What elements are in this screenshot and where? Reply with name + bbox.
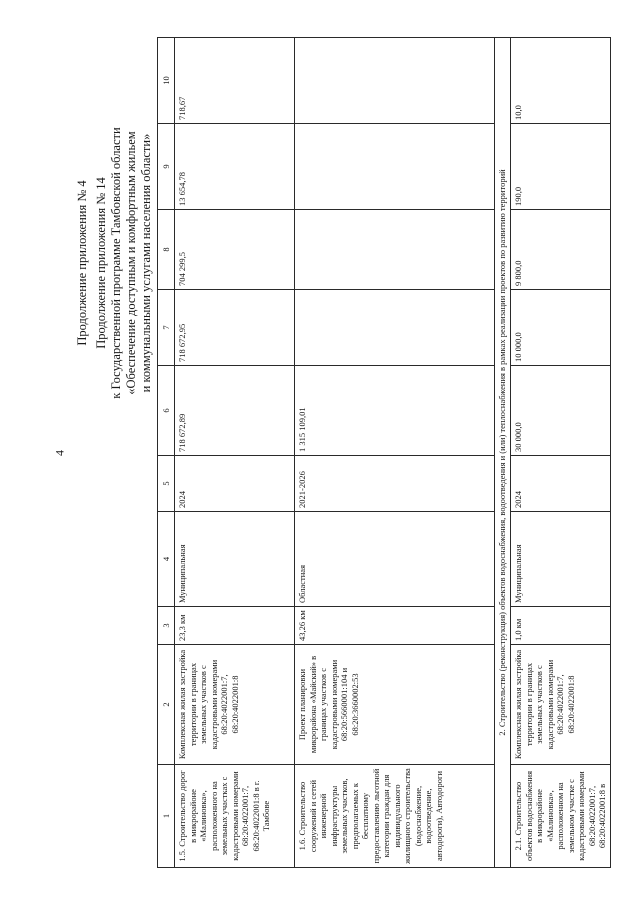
- table-row: [175, 38, 295, 868]
- object-name: 2.1. Строительство объектов водоснабжения в микрорайоне «Малиновка», расположенном на земельном участке с кадастровыми номерами 68:20:4022001:7, 68:20:4022001:8 в: [511, 765, 611, 868]
- col-4: 4: [158, 512, 175, 607]
- value-6: 1 315 109,01: [295, 366, 495, 456]
- page-number: 4: [52, 450, 67, 456]
- value-6: 718 672,89: [175, 366, 295, 456]
- project-name: Комплексная жилая застройка территории в границах земельных участков с кадастровыми номерами 68:20:4022001:7, 68:20:4022001:8: [175, 645, 295, 765]
- period: 2021-2026: [295, 456, 495, 512]
- column-number-row: [158, 38, 175, 868]
- col-5: 5: [158, 456, 175, 512]
- value-7: [295, 290, 495, 366]
- ownership: Областная: [295, 512, 495, 607]
- ownership: Муниципальная: [511, 512, 611, 607]
- value-10: [295, 38, 495, 124]
- table-row: [511, 38, 611, 868]
- value-9: 13 654,78: [175, 124, 295, 210]
- value-6: 30 000,0: [511, 366, 611, 456]
- col-8: 8: [158, 210, 175, 290]
- col-1: 1: [158, 765, 175, 868]
- project-name: Комплексная жилая застройка территории в границах земельных участков с кадастровыми номерами 68:20:4022001:7, 68:20:4022001:8: [511, 645, 611, 765]
- value-9: [295, 124, 495, 210]
- col-10: 10: [158, 38, 175, 124]
- value-8: 704 299,5: [175, 210, 295, 290]
- value-8: 9 800,0: [511, 210, 611, 290]
- value-7: 10 000,0: [511, 290, 611, 366]
- col-9: 9: [158, 124, 175, 210]
- appendix-line-2: к Государственной программе Тамбовской области: [109, 127, 123, 399]
- objects-table: [157, 37, 611, 868]
- appendix-header: [75, 38, 154, 488]
- object-name: 1.5. Строительство дорог в микрорайоне «Малиновка», расположенного на земельных участках с кадастровыми номерами 68:20:4022001:7, 68:20:4022001:8 в г. Тамбове: [175, 765, 295, 868]
- capacity: 1,0 км: [511, 607, 611, 645]
- rotated-sheet: [75, 38, 605, 868]
- ownership: Муниципальная: [175, 512, 295, 607]
- period: 2024: [175, 456, 295, 512]
- continuation-title: Продолжение приложения № 4: [75, 180, 89, 346]
- capacity: 43,26 км: [295, 607, 495, 645]
- col-2: 2: [158, 645, 175, 765]
- section-title: 2. Строительство (реконструкция) объектов водоснабжения, водоотведения и (или) теплоснабжения в рамках реализации проектов по развитию территорий: [495, 38, 511, 868]
- appendix-line-1: Продолжение приложения № 14: [94, 177, 108, 349]
- value-10: 10,0: [511, 38, 611, 124]
- capacity: 23,3 км: [175, 607, 295, 645]
- period: 2024: [511, 456, 611, 512]
- col-7: 7: [158, 290, 175, 366]
- col-6: 6: [158, 366, 175, 456]
- appendix-line-3: «Обеспечение доступным и комфортным жильем: [124, 131, 138, 395]
- appendix-line-4: и коммунальными услугами населения области»: [139, 133, 153, 393]
- col-3: 3: [158, 607, 175, 645]
- value-7: 718 672,95: [175, 290, 295, 366]
- project-name: Проект планировки микрорайона «Майский» в границах участков с кадастровыми номерами 68:20:5660001:104 и 68:20:3660002:53: [295, 645, 495, 765]
- value-10: 718,67: [175, 38, 295, 124]
- table-row: [295, 38, 495, 868]
- value-8: [295, 210, 495, 290]
- object-name: 1.6. Строительство сооружений и сетей инженерной инфраструктуры земельных участков, предполагаемых к бесплатному предоставлению льготной категории граждан для индивидуального жилищного строительства (водоснабжение, водоотведение, автодороги), Автодороги: [295, 765, 495, 868]
- value-9: 190,0: [511, 124, 611, 210]
- section-row: [495, 38, 511, 868]
